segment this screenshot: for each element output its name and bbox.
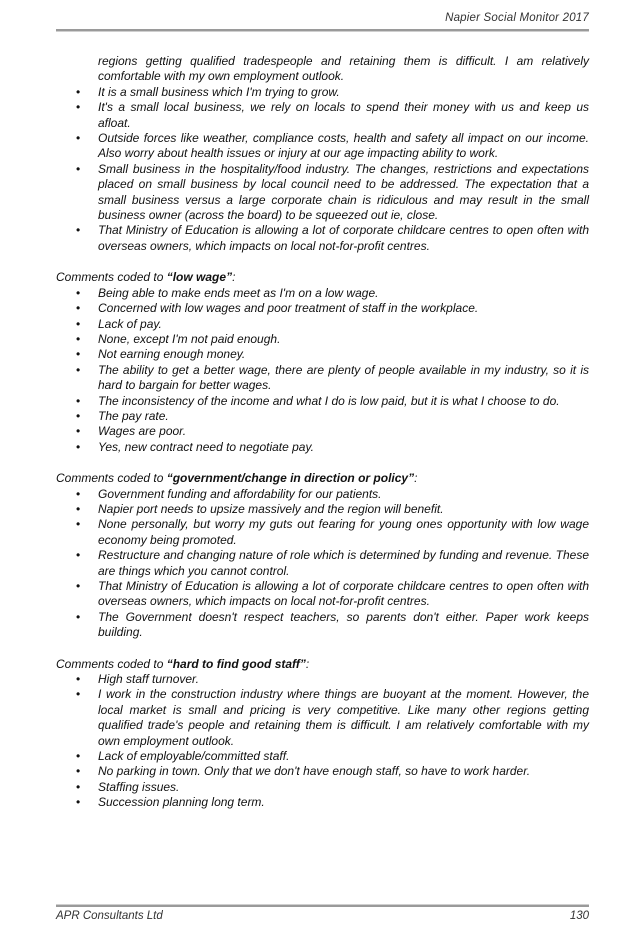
bullet-icon: • [76,486,81,501]
list-item-text: Government funding and affordability for our patients. [98,486,382,501]
bullet-icon: • [76,517,81,532]
section-heading-low-wage: Comments coded to “low wage”: [56,270,236,285]
list-item [56,363,589,394]
footer-rule [56,904,589,907]
list-item [56,440,589,455]
list-item [56,610,589,641]
bullet-icon: • [76,424,81,439]
list-item [56,795,589,810]
list-item-text: Concerned with low wages and poor treatment of staff in the workplace. [98,301,479,316]
list-item [56,749,589,764]
list-item-text: The pay rate. [98,408,169,423]
government-policy-list [56,487,589,641]
list-item-text: None personally, but worry my guts out fearing for young ones opportunity with low wage economy being promoted. [98,517,589,547]
bullet-icon: • [76,439,81,454]
footer-company: APR Consultants Ltd [56,910,163,922]
list-item-text: Not earning enough money. [98,347,246,362]
list-item [56,487,589,502]
bullet-icon: • [76,223,81,238]
list-item-text: It's a small local business, we rely on locals to spend their money with us and keep us afloat. [98,100,589,130]
list-item [56,131,589,162]
list-item [56,517,589,548]
bullet-icon: • [76,161,81,176]
list-item-text: The ability to get a better wage, there are plenty of people available in my industry, so it is hard to bargain for better wages. [98,362,589,393]
list-item-text: Wages are poor. [98,424,187,439]
bullet-icon: • [76,609,81,624]
list-item-text: The Government doesn't respect teachers, so parents don't either. Paper work keeps building. [98,609,589,640]
list-item-text: Napier port needs to upsize massively and the region will benefit. [98,501,444,516]
bullet-icon: • [76,301,81,316]
hard-to-find-staff-list [56,672,589,811]
bullet-icon: • [76,548,81,563]
list-item [56,223,589,254]
page-footer [56,904,589,922]
list-item [56,100,589,131]
list-item [56,502,589,517]
bullet-icon: • [76,764,81,779]
list-item [56,394,589,409]
section-code: “government/change in direction or policy” [166,471,415,486]
list-item-text: I work in the construction industry where things are buoyant at the moment. However, the local market is small and pricing is very competitive. Like many other regions getting qualified trade's people and retaining them is difficult. I am relatively comfortable with my own employment outlook. [98,687,589,748]
list-item [56,301,589,316]
list-item [56,579,589,610]
bullet-icon: • [76,347,81,362]
list-item-text: Outside forces like weather, compliance costs, health and safety all impact on our income. Also worry about health issues or injury at our age impacting ability to work. [98,131,589,161]
intro-list [56,85,589,254]
list-item [56,317,589,332]
bullet-icon: • [76,331,81,346]
list-item-text: Lack of employable/committed staff. [98,749,290,764]
bullet-icon: • [76,131,81,146]
bullet-icon: • [76,408,81,423]
list-item [56,162,589,224]
bullet-icon: • [76,795,81,810]
list-item [56,672,589,687]
list-item-text: No parking in town. Only that we don't have enough staff, so have to work harder. [98,764,531,779]
section-heading-hard-to-find-staff: Comments coded to “hard to find good staff”: [56,656,310,671]
page-number: 130 [569,910,589,922]
list-item-text: Staffing issues. [98,779,180,794]
list-item-text: That Ministry of Education is allowing a lot of corporate childcare centres to open often with overseas owners, which impacts on local not-for-profit centres. [98,579,589,609]
page-content [56,54,589,811]
list-item [56,85,589,100]
list-item-text: That Ministry of Education is allowing a lot of corporate childcare centres to open often with overseas owners, which impacts on local not-for-profit centres. [98,223,589,253]
list-item [56,687,589,749]
list-item [56,548,589,579]
list-item-text: Succession planning long term. [98,795,265,810]
continuation-text: regions getting qualified tradespeople and retaining them is difficult. I am relatively comfortable with my own employment outlook. [98,54,589,84]
section-code: “low wage” [166,270,233,285]
header-rule [56,29,589,32]
list-item-text: Yes, new contract need to negotiate pay. [98,439,314,454]
list-item [56,764,589,779]
bullet-icon: • [76,393,81,408]
list-item [56,409,589,424]
list-item-text: Being able to make ends meet as I'm on a low wage. [98,285,379,300]
list-item [56,347,589,362]
bullet-icon: • [76,579,81,593]
bullet-icon: • [76,687,81,702]
list-item-text: It is a small business which I'm trying to grow. [98,84,340,99]
low-wage-list [56,286,589,455]
list-item [56,332,589,347]
bullet-icon: • [76,84,81,99]
bullet-icon: • [76,100,81,115]
bullet-icon: • [76,779,81,794]
list-item-text: None, except I'm not paid enough. [98,331,281,346]
list-item-text: High staff turnover. [98,672,199,687]
list-item-text: Restructure and changing nature of role which is determined by funding and revenue. These are things which you cannot control. [98,548,589,578]
bullet-icon: • [76,316,81,331]
list-item [56,424,589,439]
bullet-icon: • [76,672,81,687]
bullet-icon: • [76,362,81,377]
bullet-icon: • [76,749,81,764]
section-code: “hard to find good staff” [166,656,306,671]
page-header [56,12,589,32]
list-item-text: Lack of pay. [98,316,162,331]
section-heading-government-policy: Comments coded to “government/change in direction or policy”: [56,471,418,486]
header-title: Napier Social Monitor 2017 [445,12,589,24]
bullet-icon: • [76,285,81,300]
list-item-text: Small business in the hospitality/food industry. The changes, restrictions and expectations placed on small business by local council need to be addressed. The expectation that a small business versus a large corporate chain is ridiculous and may result in the small business owner (across the board) to be squeezed out ie, close. [98,161,589,223]
list-item [56,286,589,301]
bullet-icon: • [76,501,81,516]
list-item-text: The inconsistency of the income and what I do is low paid, but it is what I choose to do. [98,393,560,408]
list-item [56,780,589,795]
